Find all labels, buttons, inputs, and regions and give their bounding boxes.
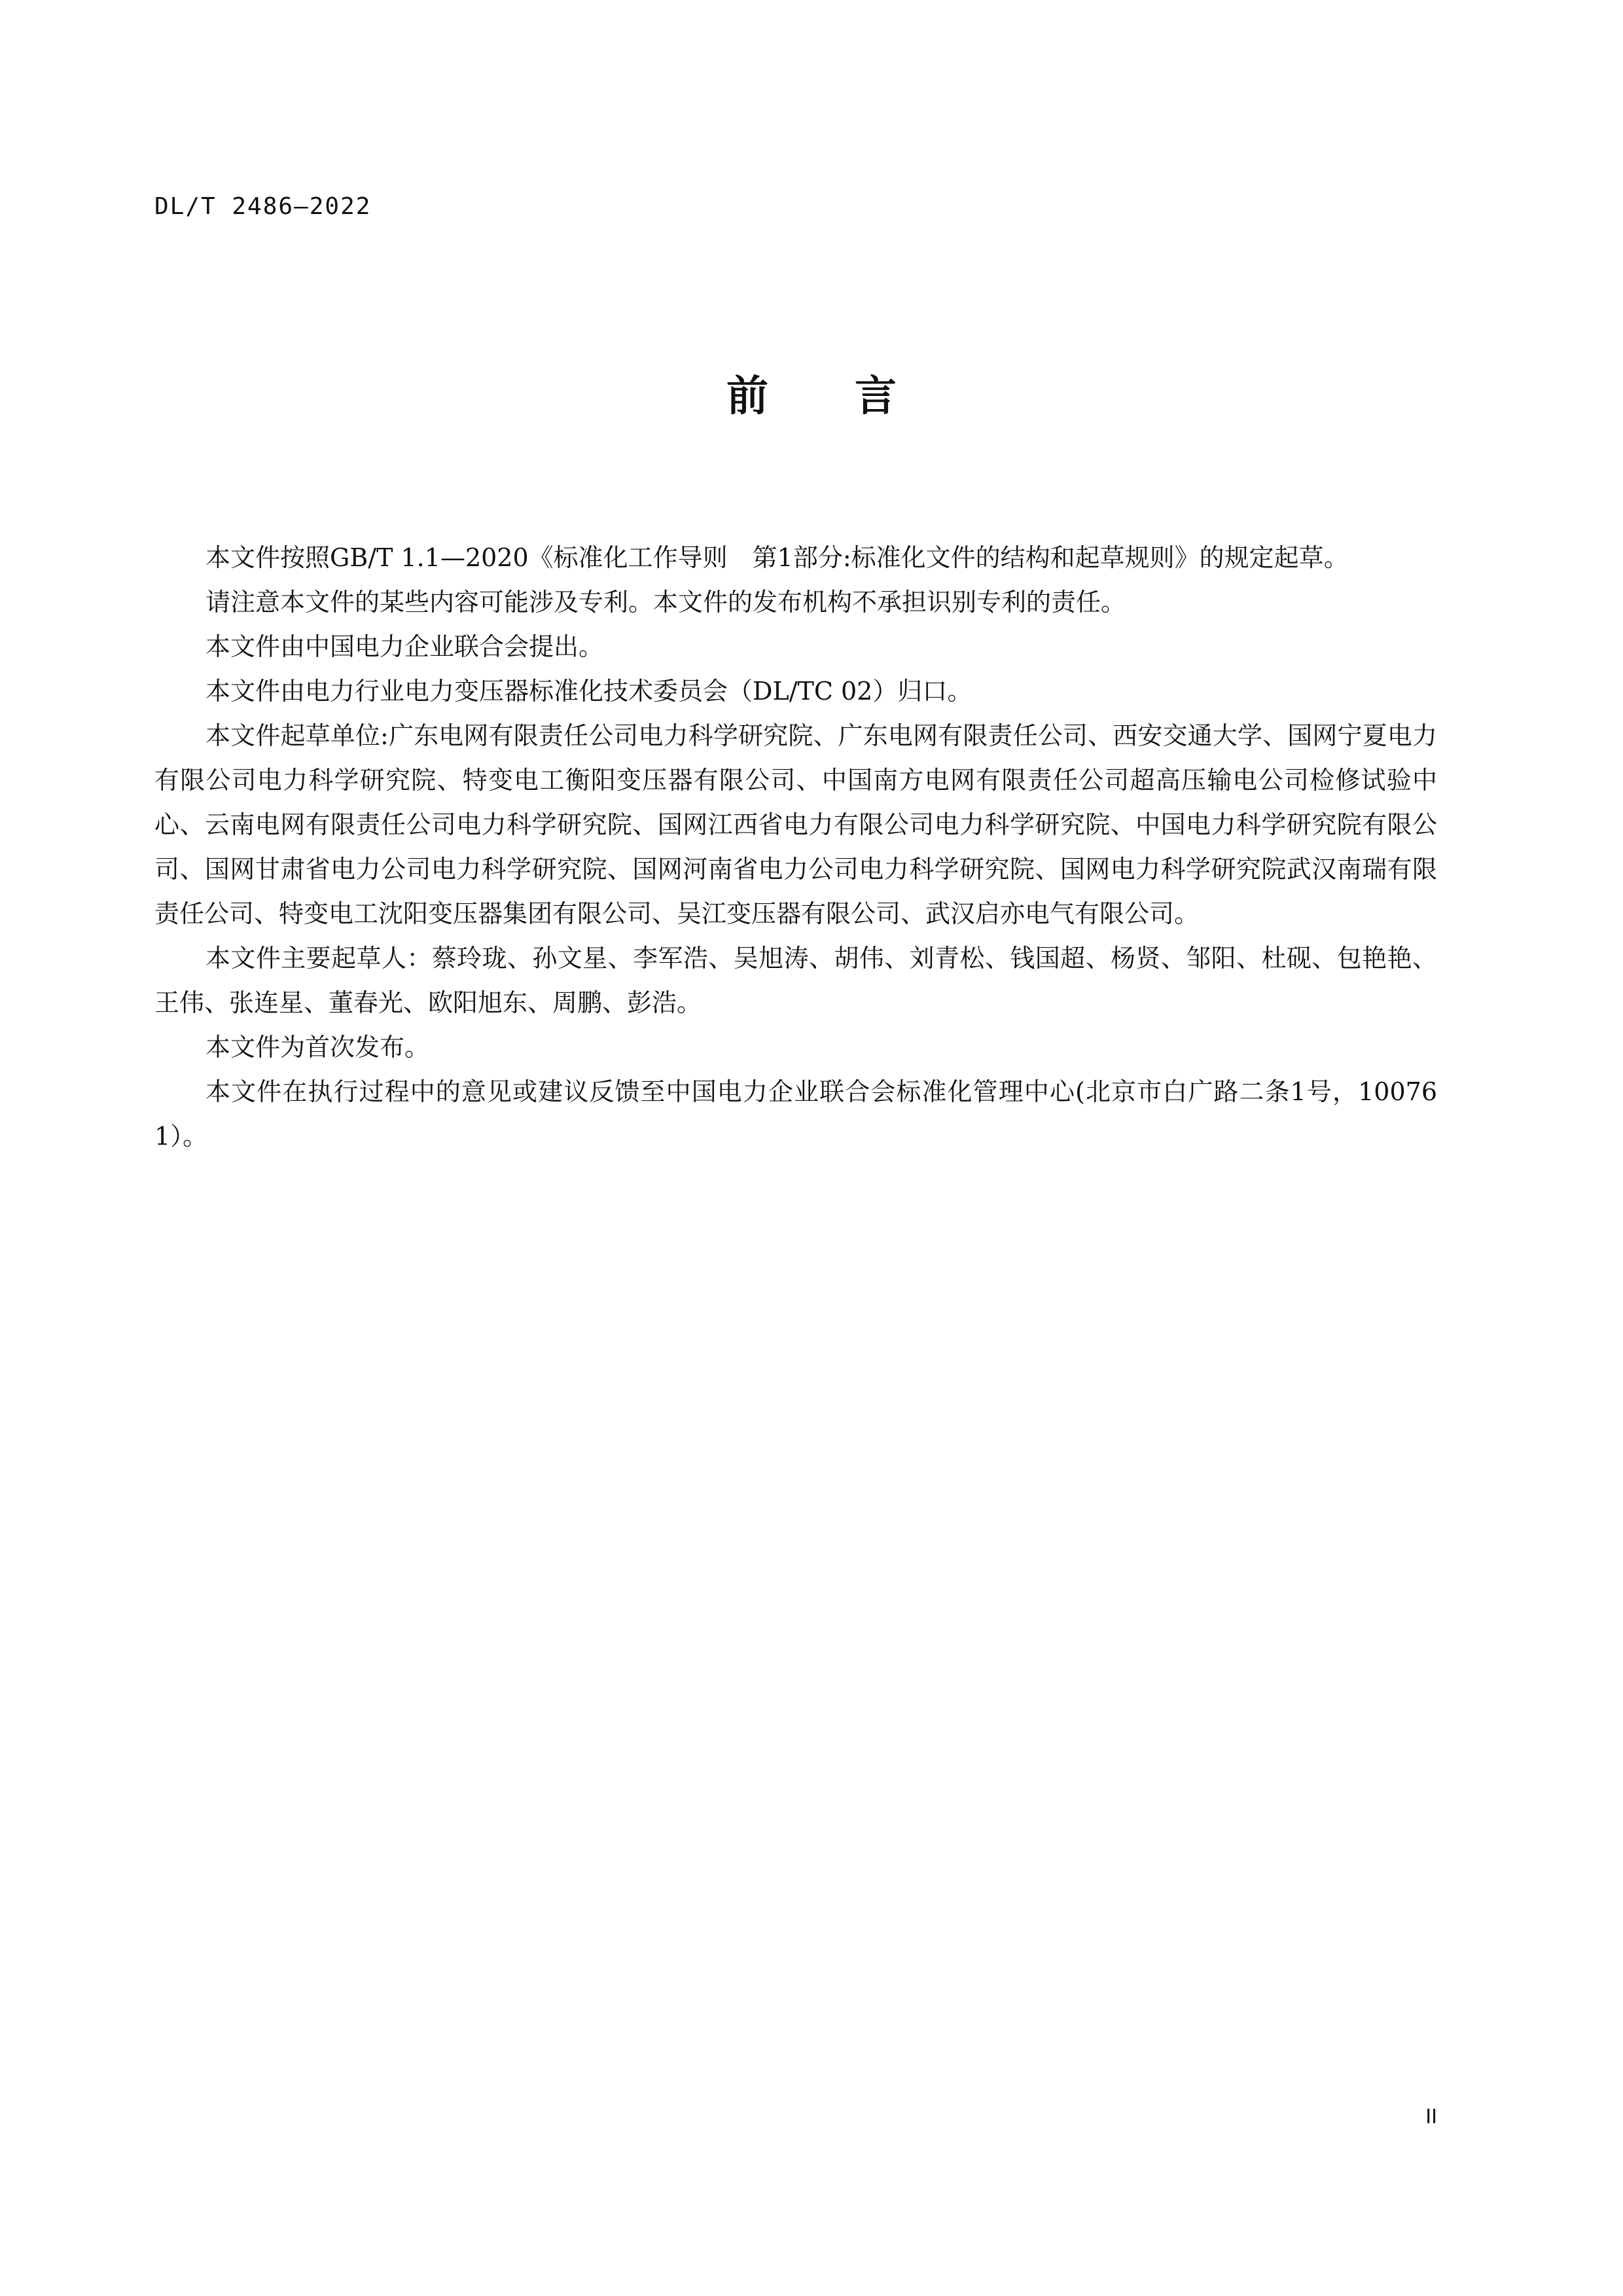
paragraph-drafters: 本文件主要起草人：蔡玲珑、孙文星、李军浩、吴旭涛、胡伟、刘青松、钱国超、杨贤、邹阳、杜砚、包艳艳、王伟、张连星、董春光、欧阳旭东、周鹏、彭浩。: [154, 944, 1437, 1017]
paragraph-feedback: 本文件在执行过程中的意见或建议反馈至中国电力企业联合会标准化管理中心(北京市白广路二条1号，100761）。: [154, 1077, 1437, 1151]
foreword-body: [154, 535, 1437, 1158]
paragraph-patent-notice: 请注意本文件的某些内容可能涉及专利。本文件的发布机构不承担识别专利的责任。: [205, 588, 1126, 617]
paragraph-drafting-units: 本文件起草单位:广东电网有限责任公司电力科学研究院、广东电网有限责任公司、西安交通大学、国网宁夏电力有限公司电力科学研究院、特变电工衡阳变压器有限公司、中国南方电网有限责任公司超高压输电公司检修试验中心、云南电网有限责任公司电力科学研究院、国网江西省电力有限公司电力科学研究院、中国电力科学研究院有限公司、国网甘肃省电力公司电力科学研究院、国网河南省电力公司电力科学研究院、国网电力科学研究院武汉南瑞有限责任公司、特变电工沈阳变压器集团有限公司、吴江变压器有限公司、武汉启亦电气有限公司。: [154, 721, 1437, 928]
paragraph-drafting-rules: 本文件按照GB/T 1.1—2020《标准化工作导则 第1部分:标准化文件的结构和起草规则》的规定起草。: [205, 543, 1349, 572]
page-title: 前言: [726, 372, 983, 421]
document-code: DL/T 2486—2022: [154, 193, 372, 220]
paragraph-proposer: 本文件由中国电力企业联合会提出。: [205, 632, 604, 661]
paragraph-committee: 本文件由电力行业电力变压器标准化技术委员会（DL/TC 02）归口。: [205, 677, 972, 706]
paragraph-first-release: 本文件为首次发布。: [205, 1033, 430, 1062]
page-number: II: [1425, 2106, 1437, 2128]
